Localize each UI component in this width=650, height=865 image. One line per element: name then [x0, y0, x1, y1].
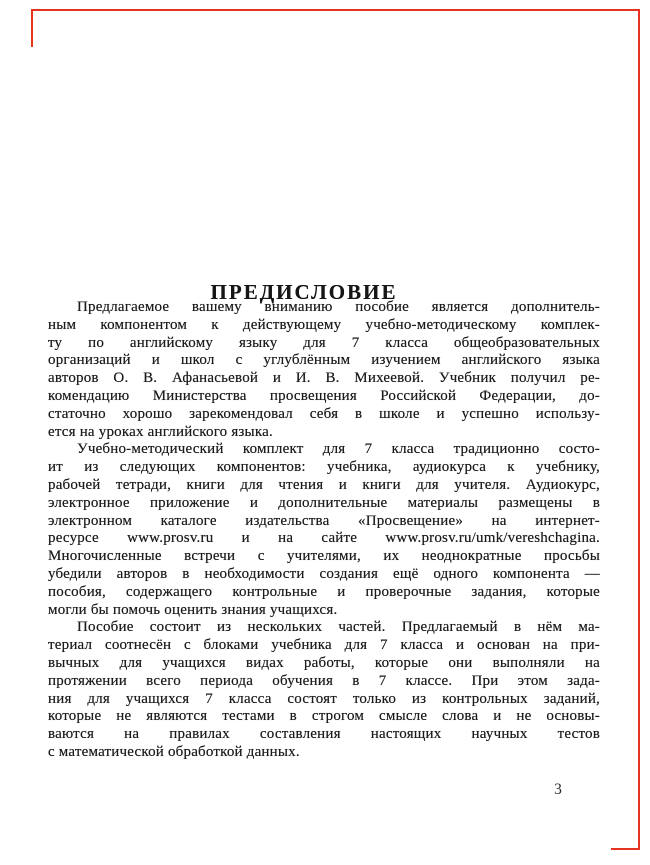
- paragraph: [48, 441, 600, 619]
- text-line: комендацию Министерства просвещения Российской Федерации, до-: [48, 387, 600, 404]
- text-line: вычных для учащихся видах работы, которые они выполняли на: [48, 654, 600, 671]
- text-line: Учебно-методический комплект для 7 класса традиционно состо-: [77, 441, 600, 458]
- text-line: ния для учащихся 7 класса состоят только из контрольных заданий,: [48, 690, 600, 707]
- body-text: [48, 299, 600, 762]
- text-line: которые не являются тестами в строгом смысле слова и не основы-: [48, 708, 600, 725]
- crop-mark-top-left: [31, 9, 33, 47]
- paragraph: [48, 619, 600, 761]
- text-line: ется на уроках английского языка.: [48, 423, 273, 440]
- text-line: электронное приложение и дополнительные материалы размещены в: [48, 494, 600, 511]
- text-line: Многочисленные встречи с учителями, их неоднократные просьбы: [48, 548, 600, 565]
- text-line: ит из следующих компонентов: учебника, аудиокурса к учебнику,: [48, 459, 600, 476]
- text-line: электронном каталоге издательства «Просвещение» на интернет-: [48, 512, 600, 529]
- text-line: Предлагаемое вашему вниманию пособие является дополнитель-: [77, 299, 600, 315]
- text-line: могли бы помочь оценить знания учащихся.: [48, 601, 338, 618]
- page-title: ПРЕДИСЛОВИЕ: [210, 280, 398, 305]
- paragraph: [48, 299, 600, 441]
- text-line: териал соотнесён с блоками учебника для 7 класса и основан на при-: [48, 637, 600, 654]
- text-line: организаций и школ с углублённым изучением английского языка: [48, 352, 600, 369]
- text-line: рабочей тетради, книги для чтения и книги для учителя. Аудиокурс,: [48, 476, 600, 493]
- text-line: протяжении всего периода обучения в 7 классе. При этом зада-: [48, 672, 600, 689]
- text-line: статочно хорошо зарекомендовал себя в школе и успешно использу-: [48, 405, 600, 422]
- page-number: 3: [554, 781, 562, 798]
- text-line: с математической обработкой данных.: [48, 743, 300, 760]
- crop-mark-bottom-right: [611, 848, 640, 850]
- text-line: убедили авторов в необходимости создания ещё одного компонента —: [48, 565, 600, 582]
- text-line: Пособие состоит из нескольких частей. Предлагаемый в нём ма-: [77, 619, 600, 636]
- text-line: авторов О. В. Афанасьевой и И. В. Михеевой. Учебник получил ре-: [48, 370, 600, 387]
- page-frame-right-line: [638, 9, 640, 850]
- page-frame-top-line: [31, 9, 640, 11]
- text-line: ваются на правилах составления настоящих научных тестов: [48, 726, 600, 743]
- text-line: ным компонентом к действующему учебно-методическому комплек-: [48, 316, 600, 333]
- text-line: ресурсе www.prosv.ru и на сайте www.prosv.ru/umk/vereshchagina.: [48, 530, 600, 547]
- text-line: пособия, содержащего контрольные и проверочные задания, которые: [48, 583, 600, 600]
- text-line: ту по английскому языку для 7 класса общеобразовательных: [48, 334, 600, 351]
